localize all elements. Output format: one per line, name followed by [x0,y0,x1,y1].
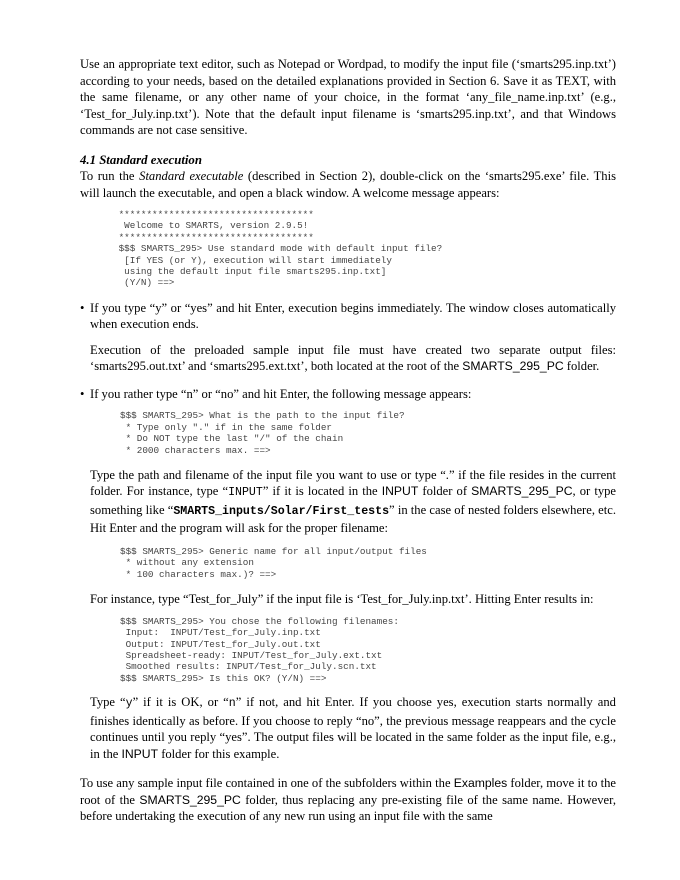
section-p1-part1: To run the [80,169,140,183]
path-input-mono: INPUT [228,486,263,500]
examples-smarts-folder: SMARTS_295_PC [139,792,241,807]
document-page [80,56,616,825]
examples-text-2: folder, move it to the root of the [80,776,616,807]
confirm-text-1: Type “ [90,695,126,710]
section-p1-part2: (described in Section 2), double-click on the ‘smarts295.exe’ file. This will launch the executable, and open a black window. A welcome message appears: [80,169,616,200]
bullet-yes [80,300,616,333]
path-text-1: Type the path and filename of the input file you want to use or type “.” if the file resides in the current folder. For instance, type “ [90,467,616,499]
exec-part2: folder. [563,359,600,374]
bullet-no-text: If you rather type “n” or “no” and hit Enter, the following message appears: [90,386,472,401]
path-nested-example: SMARTS_inputs/Solar/First_tests [173,504,390,518]
path-text-5: ” in the case of nested folders elsewhere, etc. Hit Enter and the program will ask for the proper filename: [90,502,616,536]
path-smarts-folder: SMARTS_295_PC [471,484,573,499]
section-heading: 4.1 Standard execution [80,152,202,167]
bullet-yes-text: If you type “y” or “yes” and hit Enter, execution begins immediately. The window closes automatically when execution ends. [90,300,616,332]
code-filenames: $$$ SMARTS_295> You chose the following filenames: Input: INPUT/Test_for_July.inp.txt Output: INPUT/Test_for_July.out.txt Spreadsheet-ready: INPUT/Test_for_July.ext.txt Smoothed results: INPUT/Test_for_July.scn.txt $$$ SMARTS_295> Is this OK? (Y/N) ==> [120,615,399,684]
exec-folder: SMARTS_295_PC [462,359,564,374]
path-input-folder: INPUT [381,484,419,499]
confirm-text-2: ” if it is OK, or “ [132,695,229,710]
intro-paragraph: Use an appropriate text editor, such as Notepad or Wordpad, to modify the input file (‘smarts295.inp.txt’) according to your needs, based on the detailed explanations provided in Section 6. Save it as TEXT, with the same filename, or any other name of your choice, in the format ‘any_file_name.inp.txt’ (e.g., ‘Test_for_July.inp.txt’). Note that the default input filename is ‘smarts295.inp.txt’, and that Windows commands are not case sensitive. [80,57,616,137]
path-text-2: ” if it is located in the [262,484,382,499]
path-paragraph [80,467,616,537]
bullet-dot: • [80,300,85,315]
examples-folder: Examples [453,776,508,791]
examples-text-3: folder, thus replacing any pre-existing file of the same name. However, before undertaking the execution of any new run using an input file with the same [80,792,616,824]
path-text-4: , or type something like “ [90,484,616,517]
confirm-input-folder: INPUT [121,746,159,761]
exec-part1: Execution of the preloaded sample input file must have created two separate output files: ‘smarts295.out.txt’ and ‘smarts295.ext.txt’, both located at the root of the [90,342,616,374]
execution-paragraph [80,342,616,375]
examples-paragraph [80,775,616,825]
confirm-text-4: folder for this example. [158,746,280,761]
section-paragraph [80,168,616,201]
code-path-prompt: $$$ SMARTS_295> What is the path to the input file? * Type only "." if in the same folder * Do NOT type the last "/" of the chain * 2000 characters max. ==> [120,410,405,456]
bullet-no [80,386,616,403]
section-p1-italic: Standard executable [139,169,244,183]
confirm-text-3: ” if not, and hit Enter. If you choose yes, execution starts normally and finishes identically as before. If you choose to reply “no”, the previous message reappears and the cycle continues until you reply “yes”. The output files will be located in the same folder as the input file, e.g., in the [90,695,616,761]
confirm-y: y [125,697,133,711]
code-generic-name: $$$ SMARTS_295> Generic name for all input/output files * without any extension * 100 characters max.)? ==> [120,545,427,580]
code-welcome: *********************************** Welcome to SMARTS, version 2.9.5! *********************************** $$$ SMARTS_295> Use standard mode with default input file? [If YES (or Y), execution will start immediately using the default input file smarts295.inp.txt] (Y/N) ==> [118,209,443,289]
example-paragraph: For instance, type “Test_for_July” if the input file is ‘Test_for_July.inp.txt’. Hitting Enter results in: [90,592,594,607]
examples-text-1: To use any sample input file contained in one of the subfolders within the [80,776,454,791]
bullet-dot: • [80,386,85,401]
confirm-n: n [228,697,236,711]
confirm-paragraph [80,694,616,762]
path-text-3: folder of [418,484,472,499]
